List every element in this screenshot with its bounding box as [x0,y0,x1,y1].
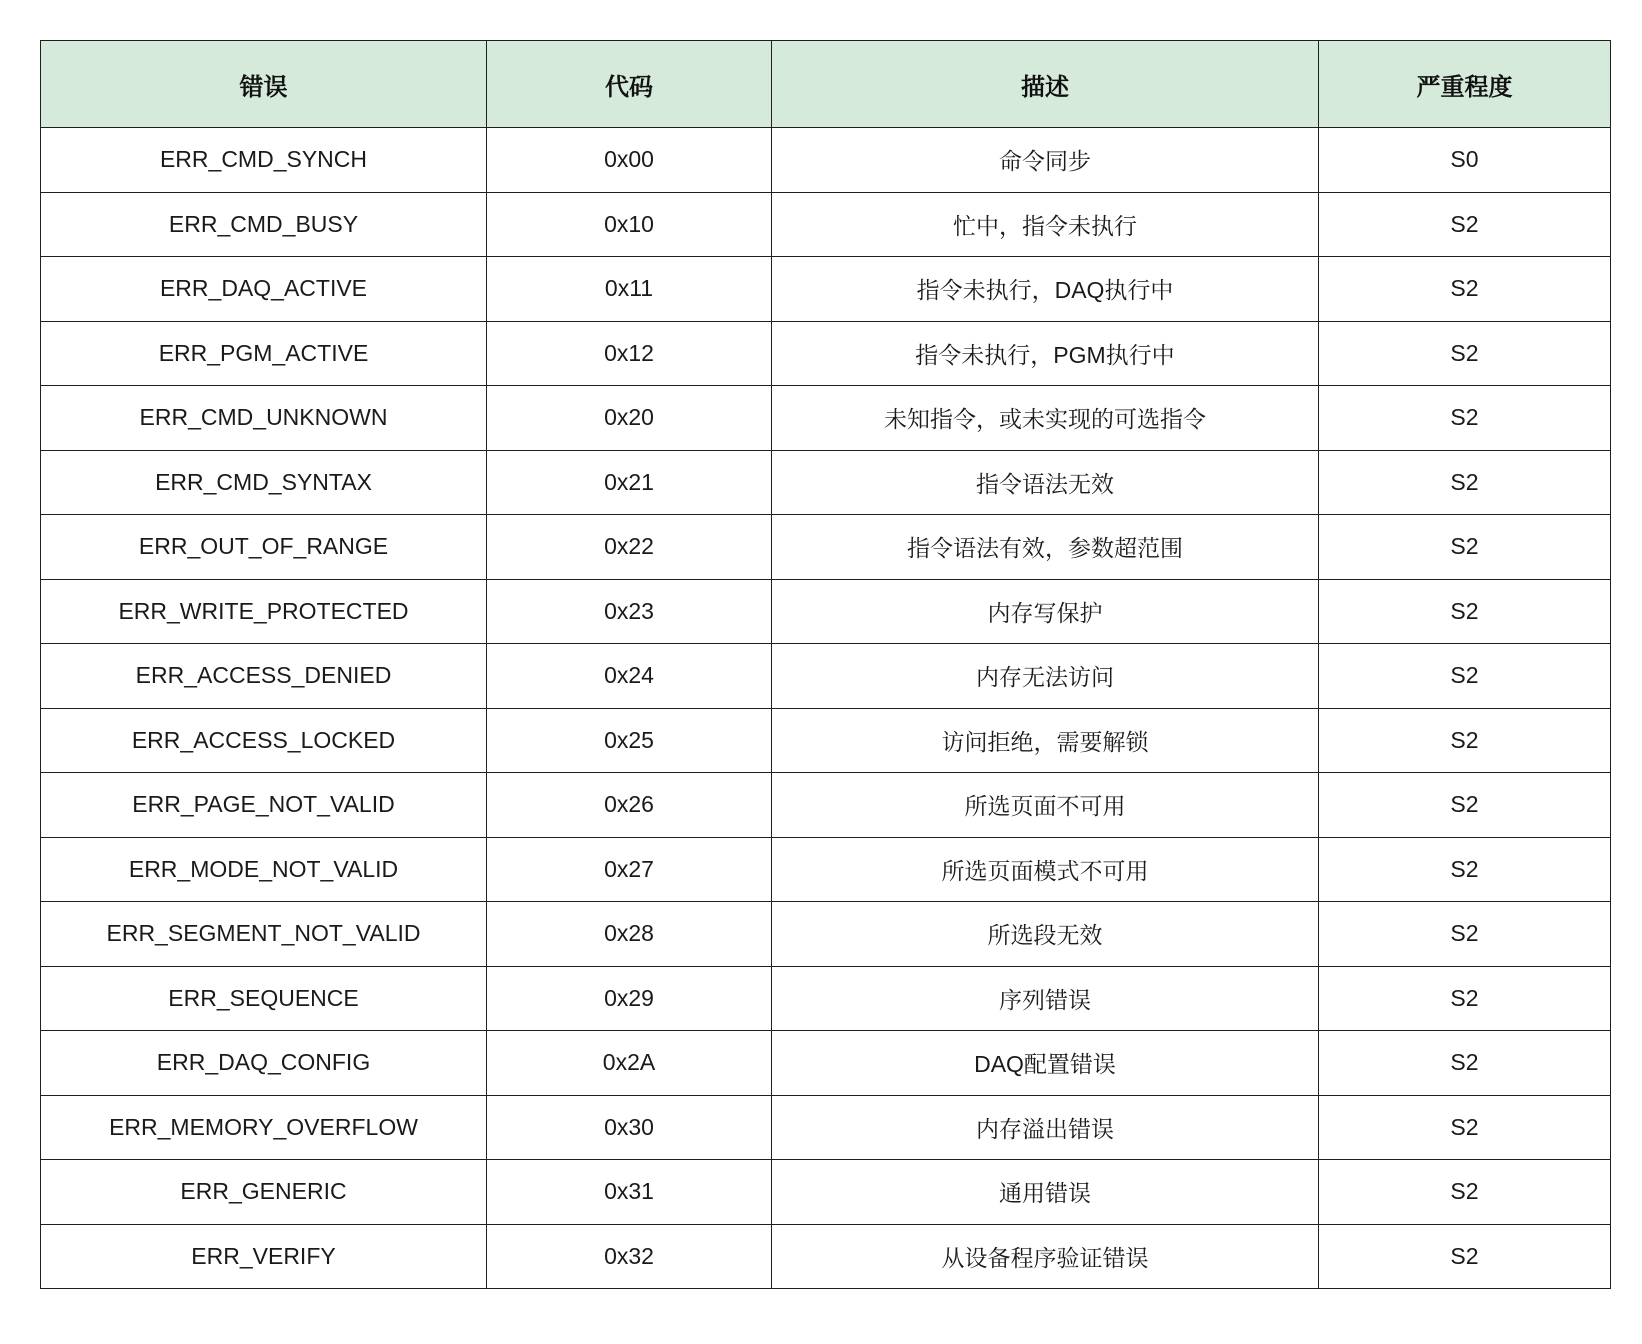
cell-description: 内存溢出错误 [772,1095,1319,1160]
cell-code: 0x12 [487,321,772,386]
header-error: 错误 [41,41,487,128]
cell-code: 0x26 [487,773,772,838]
cell-description: 指令未执行，DAQ执行中 [772,257,1319,322]
cell-severity: S2 [1319,966,1611,1031]
table-row [41,837,1611,902]
table-row [41,966,1611,1031]
cell-description: 内存无法访问 [772,644,1319,709]
cell-code: 0x30 [487,1095,772,1160]
table-row [41,579,1611,644]
cell-error: ERR_PAGE_NOT_VALID [41,773,487,838]
table-header [41,41,1611,128]
table-row [41,708,1611,773]
cell-severity: S2 [1319,1031,1611,1096]
table-body [41,128,1611,1289]
table-row [41,1095,1611,1160]
cell-severity: S2 [1319,257,1611,322]
table-row [41,128,1611,193]
cell-description: 序列错误 [772,966,1319,1031]
cell-error: ERR_CMD_BUSY [41,192,487,257]
table-row [41,321,1611,386]
cell-severity: S2 [1319,192,1611,257]
header-severity: 严重程度 [1319,41,1611,128]
cell-code: 0x2A [487,1031,772,1096]
header-description: 描述 [772,41,1319,128]
cell-code: 0x25 [487,708,772,773]
cell-description: 未知指令，或未实现的可选指令 [772,386,1319,451]
cell-severity: S2 [1319,1095,1611,1160]
cell-description: 访问拒绝，需要解锁 [772,708,1319,773]
table-row [41,1224,1611,1289]
cell-error: ERR_DAQ_CONFIG [41,1031,487,1096]
cell-description: 忙中，指令未执行 [772,192,1319,257]
cell-code: 0x24 [487,644,772,709]
cell-error: ERR_PGM_ACTIVE [41,321,487,386]
cell-code: 0x21 [487,450,772,515]
cell-code: 0x31 [487,1160,772,1225]
cell-severity: S2 [1319,321,1611,386]
table-row [41,257,1611,322]
cell-code: 0x29 [487,966,772,1031]
cell-description: 所选段无效 [772,902,1319,967]
cell-severity: S2 [1319,837,1611,902]
table-row [41,1160,1611,1225]
table-row [41,515,1611,580]
cell-error: ERR_GENERIC [41,1160,487,1225]
cell-description: 通用错误 [772,1160,1319,1225]
cell-code: 0x28 [487,902,772,967]
cell-severity: S2 [1319,579,1611,644]
table-row [41,450,1611,515]
cell-error: ERR_CMD_UNKNOWN [41,386,487,451]
cell-description: 命令同步 [772,128,1319,193]
cell-description: 所选页面不可用 [772,773,1319,838]
cell-description: DAQ配置错误 [772,1031,1319,1096]
cell-error: ERR_CMD_SYNCH [41,128,487,193]
cell-severity: S2 [1319,1224,1611,1289]
cell-severity: S2 [1319,515,1611,580]
table-row [41,644,1611,709]
cell-error: ERR_MODE_NOT_VALID [41,837,487,902]
cell-code: 0x00 [487,128,772,193]
cell-error: ERR_OUT_OF_RANGE [41,515,487,580]
cell-severity: S2 [1319,708,1611,773]
cell-description: 指令语法有效，参数超范围 [772,515,1319,580]
cell-code: 0x11 [487,257,772,322]
table-row [41,1031,1611,1096]
cell-code: 0x23 [487,579,772,644]
cell-error: ERR_WRITE_PROTECTED [41,579,487,644]
cell-error: ERR_DAQ_ACTIVE [41,257,487,322]
cell-code: 0x10 [487,192,772,257]
cell-error: ERR_VERIFY [41,1224,487,1289]
cell-description: 指令语法无效 [772,450,1319,515]
error-code-table [40,40,1611,1289]
table-row [41,902,1611,967]
cell-severity: S2 [1319,386,1611,451]
cell-severity: S2 [1319,644,1611,709]
header-code: 代码 [487,41,772,128]
cell-code: 0x22 [487,515,772,580]
table-row [41,386,1611,451]
cell-description: 指令未执行，PGM执行中 [772,321,1319,386]
cell-severity: S0 [1319,128,1611,193]
cell-error: ERR_SEGMENT_NOT_VALID [41,902,487,967]
cell-error: ERR_SEQUENCE [41,966,487,1031]
cell-description: 所选页面模式不可用 [772,837,1319,902]
table-row [41,192,1611,257]
cell-code: 0x20 [487,386,772,451]
cell-error: ERR_MEMORY_OVERFLOW [41,1095,487,1160]
cell-description: 内存写保护 [772,579,1319,644]
error-code-table-container [40,40,1610,1289]
table-row [41,773,1611,838]
cell-severity: S2 [1319,902,1611,967]
header-row [41,41,1611,128]
cell-severity: S2 [1319,773,1611,838]
cell-code: 0x32 [487,1224,772,1289]
cell-error: ERR_CMD_SYNTAX [41,450,487,515]
cell-code: 0x27 [487,837,772,902]
cell-severity: S2 [1319,450,1611,515]
cell-description: 从设备程序验证错误 [772,1224,1319,1289]
cell-error: ERR_ACCESS_LOCKED [41,708,487,773]
cell-severity: S2 [1319,1160,1611,1225]
cell-error: ERR_ACCESS_DENIED [41,644,487,709]
